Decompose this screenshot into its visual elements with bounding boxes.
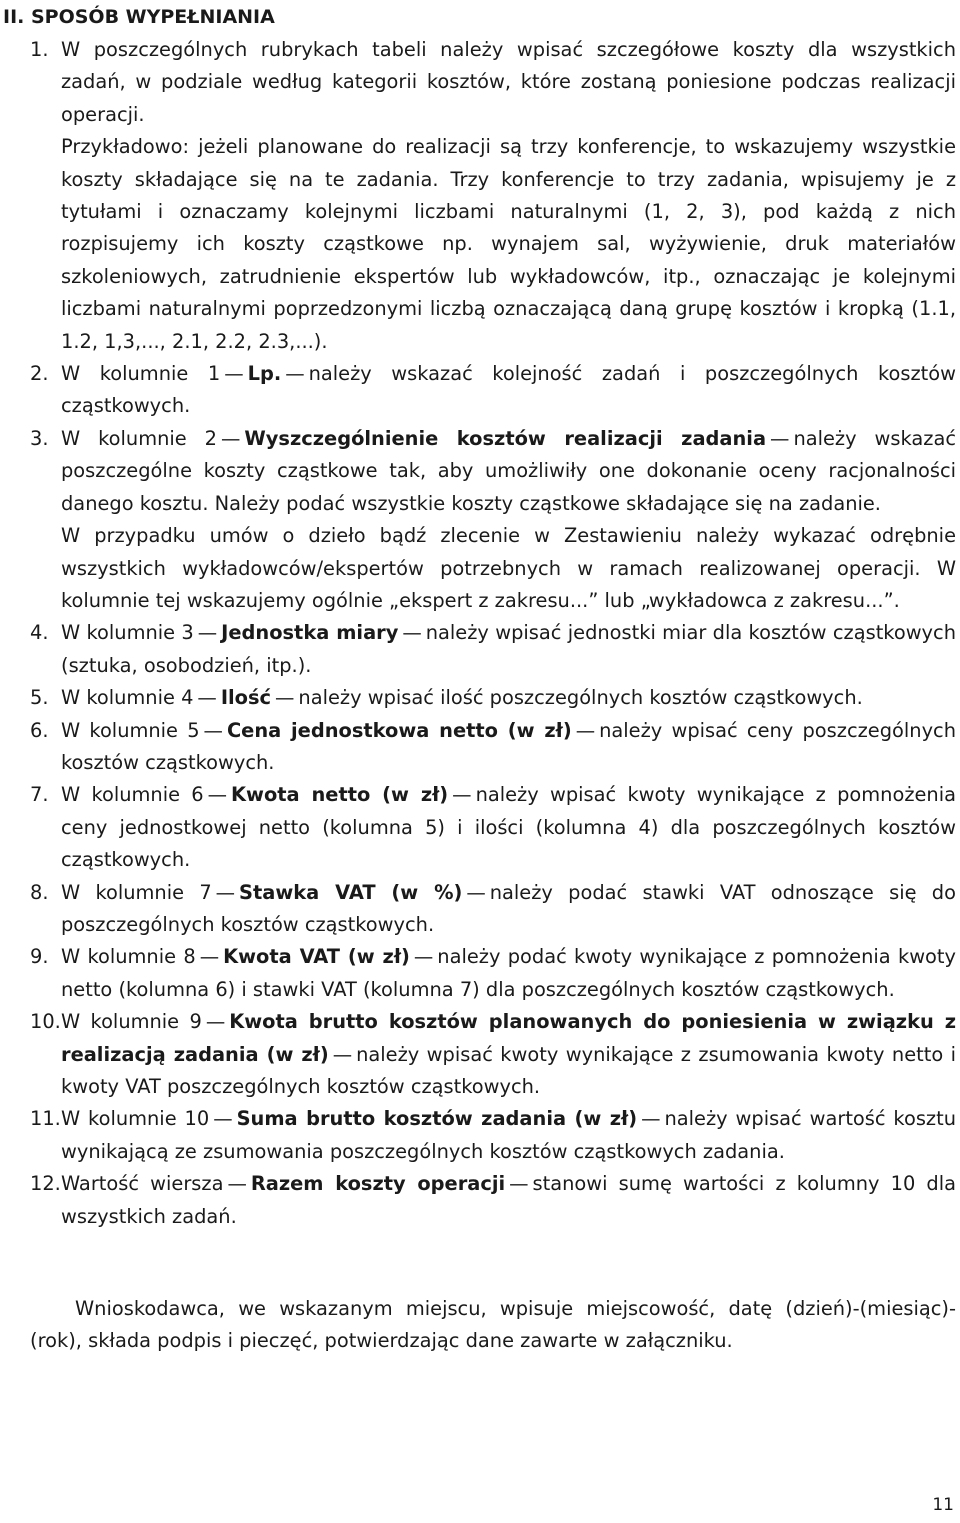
item-text — [61, 358, 956, 423]
item-number: 4. — [30, 621, 49, 645]
item-description: należy wskazać poszczególne koszty cząstkowe tak, aby umożliwiły one dokonanie oceny racjonalności danego kosztu. Należy podać wszystkie koszty cząstkowe składające się na zadanie. — [61, 426, 956, 515]
dash-separator: — — [197, 621, 218, 645]
list-item-2 — [0, 358, 956, 423]
dash-separator: — — [203, 718, 223, 742]
item-number: 12. — [30, 1172, 61, 1196]
item-number: 10. — [30, 1010, 61, 1034]
item-number: 1. — [30, 38, 49, 61]
column-name: Stawka VAT (w %) — [239, 880, 463, 904]
list-item-8 — [0, 877, 956, 942]
item-description: należy wpisać wartość kosztu wynikającą ze zsumowania poszczególnych kosztów cząstkowych zadania. — [61, 1107, 956, 1163]
column-name: Kwota netto (w zł) — [231, 783, 449, 807]
item-prefix: Wartość wiersza — [61, 1172, 224, 1196]
item-text — [61, 779, 956, 876]
column-name: Ilość — [220, 686, 272, 710]
dash-separator: — — [213, 1107, 233, 1131]
list-item-7 — [0, 779, 956, 876]
dash-separator: — — [641, 1107, 661, 1131]
item-prefix: W kolumnie 1 — [61, 362, 221, 386]
item-number: 7. — [30, 783, 49, 807]
item-text — [61, 941, 956, 1006]
item-text — [61, 1006, 956, 1103]
item-description: należy podać stawki VAT odnoszące się do poszczególnych kosztów cząstkowych. — [61, 880, 956, 936]
item-number: 9. — [30, 945, 49, 969]
section-heading: II. SPOSÓB WYPEŁNIANIA — [3, 6, 275, 28]
item-number: 2. — [30, 362, 49, 386]
column-name: Kwota VAT (w zł) — [223, 945, 410, 969]
item-description: należy wskazać kolejność zadań i poszczególnych kosztów cząstkowych. — [61, 362, 956, 418]
column-name: Wyszczególnienie kosztów realizacji zadania — [244, 426, 767, 450]
dash-separator: — — [205, 1010, 226, 1034]
column-name: Cena jednostkowa netto (w zł) — [226, 718, 572, 742]
closing-paragraph: Wnioskodawca, we wskazanym miejscu, wpisuje miejscowość, datę (dzień)-(miesiąc)-(rok), składa podpis i pieczęć, potwierdzając dane zawarte w załączniku. — [30, 1297, 956, 1353]
list-item-9 — [0, 941, 956, 1006]
item-number: 5. — [30, 686, 49, 710]
item-text — [61, 423, 956, 520]
dash-separator: — — [509, 1172, 529, 1196]
row-name: Razem koszty operacji — [250, 1172, 506, 1196]
item-description: stanowi sumę wartości z kolumny 10 dla wszystkich zadań. — [61, 1172, 956, 1228]
item-text — [61, 1168, 956, 1233]
item-prefix: W kolumnie 4 — [61, 686, 194, 710]
dash-separator: — — [402, 621, 422, 645]
list-item-4 — [0, 617, 956, 682]
column-name: Suma brutto kosztów zadania (w zł) — [236, 1107, 638, 1131]
list-item-3 — [0, 423, 956, 617]
dash-separator: — — [197, 686, 217, 710]
dash-separator: — — [575, 718, 596, 742]
item-prefix: W kolumnie 8 — [61, 945, 196, 969]
item-prefix: W kolumnie 2 — [61, 426, 218, 450]
item-number: 8. — [30, 880, 49, 904]
item-description: należy wpisać jednostki miar dla kosztów cząstkowych (sztuka, osobodzień, itp.). — [61, 621, 956, 677]
dash-separator: — — [285, 362, 305, 386]
item-description: należy wpisać ilość poszczególnych kosztów cząstkowych. — [298, 686, 863, 710]
dash-separator: — — [227, 1172, 247, 1196]
item-text — [61, 715, 956, 780]
item-prefix: W kolumnie 7 — [61, 880, 212, 904]
column-name: Lp. — [247, 362, 282, 386]
dash-separator: — — [770, 426, 790, 450]
list-item-12 — [0, 1168, 956, 1233]
dash-separator: — — [199, 945, 220, 969]
list-item-11 — [0, 1103, 956, 1168]
dash-separator: — — [224, 362, 244, 386]
item-text: W poszczególnych rubrykach tabeli należy wpisać szczegółowe koszty dla wszystkich zadań, w podziale według kategorii kosztów, które zostaną poniesione podczas realizacji operacji. — [61, 38, 956, 126]
item-description: należy wpisać ceny poszczególnych kosztów cząstkowych. — [61, 718, 956, 774]
item-number: 11. — [30, 1107, 61, 1131]
item-text — [61, 877, 956, 942]
item-note-text: W przypadku umów o dzieło bądź zlecenie w Zestawieniu należy wykazać odrębnie wszystkich wykładowców/ekspertów potrzebnych w ramach realizowanej operacji. W kolumnie tej wskazujemy ogólnie „ekspert z zakresu...” lub „wykładowca z zakresu...”. — [61, 524, 956, 612]
item-text — [61, 682, 956, 714]
list-item-6 — [0, 715, 956, 780]
instructions-list — [0, 34, 960, 1233]
item-text — [61, 1103, 956, 1168]
dash-separator: — — [413, 945, 434, 969]
item-text — [61, 617, 956, 682]
item-prefix: W kolumnie 5 — [61, 718, 200, 742]
list-item-1 — [0, 34, 956, 358]
column-name: Kwota brutto kosztów planowanych do poniesienia w związku z realizacją zadania (w zł) — [61, 1010, 956, 1066]
dash-separator: — — [215, 880, 236, 904]
dash-separator: — — [332, 1042, 353, 1066]
dash-separator: — — [275, 686, 295, 710]
item-prefix: W kolumnie 3 — [61, 621, 194, 645]
item-prefix: W kolumnie 9 — [61, 1010, 202, 1034]
item-number: 3. — [30, 426, 49, 450]
column-name: Jednostka miary — [221, 621, 399, 645]
page-number: 11 — [932, 1495, 954, 1515]
item-description: należy podać kwoty wynikające z pomnożenia kwoty netto (kolumna 6) i stawki VAT (kolumna 7) dla poszczególnych kosztów cząstkowych. — [61, 945, 956, 1001]
dash-separator: — — [207, 783, 228, 807]
list-item-5 — [0, 682, 956, 714]
list-item-10 — [0, 1006, 956, 1103]
item-prefix: W kolumnie 10 — [61, 1107, 210, 1131]
dash-separator: — — [466, 880, 486, 904]
item-description: należy wpisać kwoty wynikające z zsumowania kwoty netto i kwoty VAT poszczególnych kosztów cząstkowych. — [61, 1042, 956, 1098]
dash-separator: — — [221, 426, 241, 450]
item-number: 6. — [30, 718, 49, 742]
item-prefix: W kolumnie 6 — [61, 783, 204, 807]
dash-separator: — — [452, 783, 472, 807]
item-description: należy wpisać kwoty wynikające z pomnożenia ceny jednostkowej netto (kolumna 5) i ilości (kolumna 4) dla poszczególnych kosztów cząstkowych. — [61, 783, 956, 872]
item-example-text: Przykładowo: jeżeli planowane do realizacji są trzy konferencje, to wskazujemy wszystkie koszty składające się na te zadania. Trzy konferencje to trzy zadania, wpisujemy je z tytułami i oznaczamy kolejnymi liczbami naturalnymi (1, 2, 3), pod każdą z nich rozpisujemy ich koszty cząstkowe np. wynajem sal, wyżywienie, druk materiałów szkoleniowych, zatrudnienie ekspertów lub wykładowców, itp., oznaczając je kolejnymi liczbami naturalnymi poprzedzonymi liczbą oznaczającą daną grupę kosztów i kropką (1.1, 1.2, 1,3,..., 2.1, 2.2, 2.3,...). — [61, 135, 956, 353]
